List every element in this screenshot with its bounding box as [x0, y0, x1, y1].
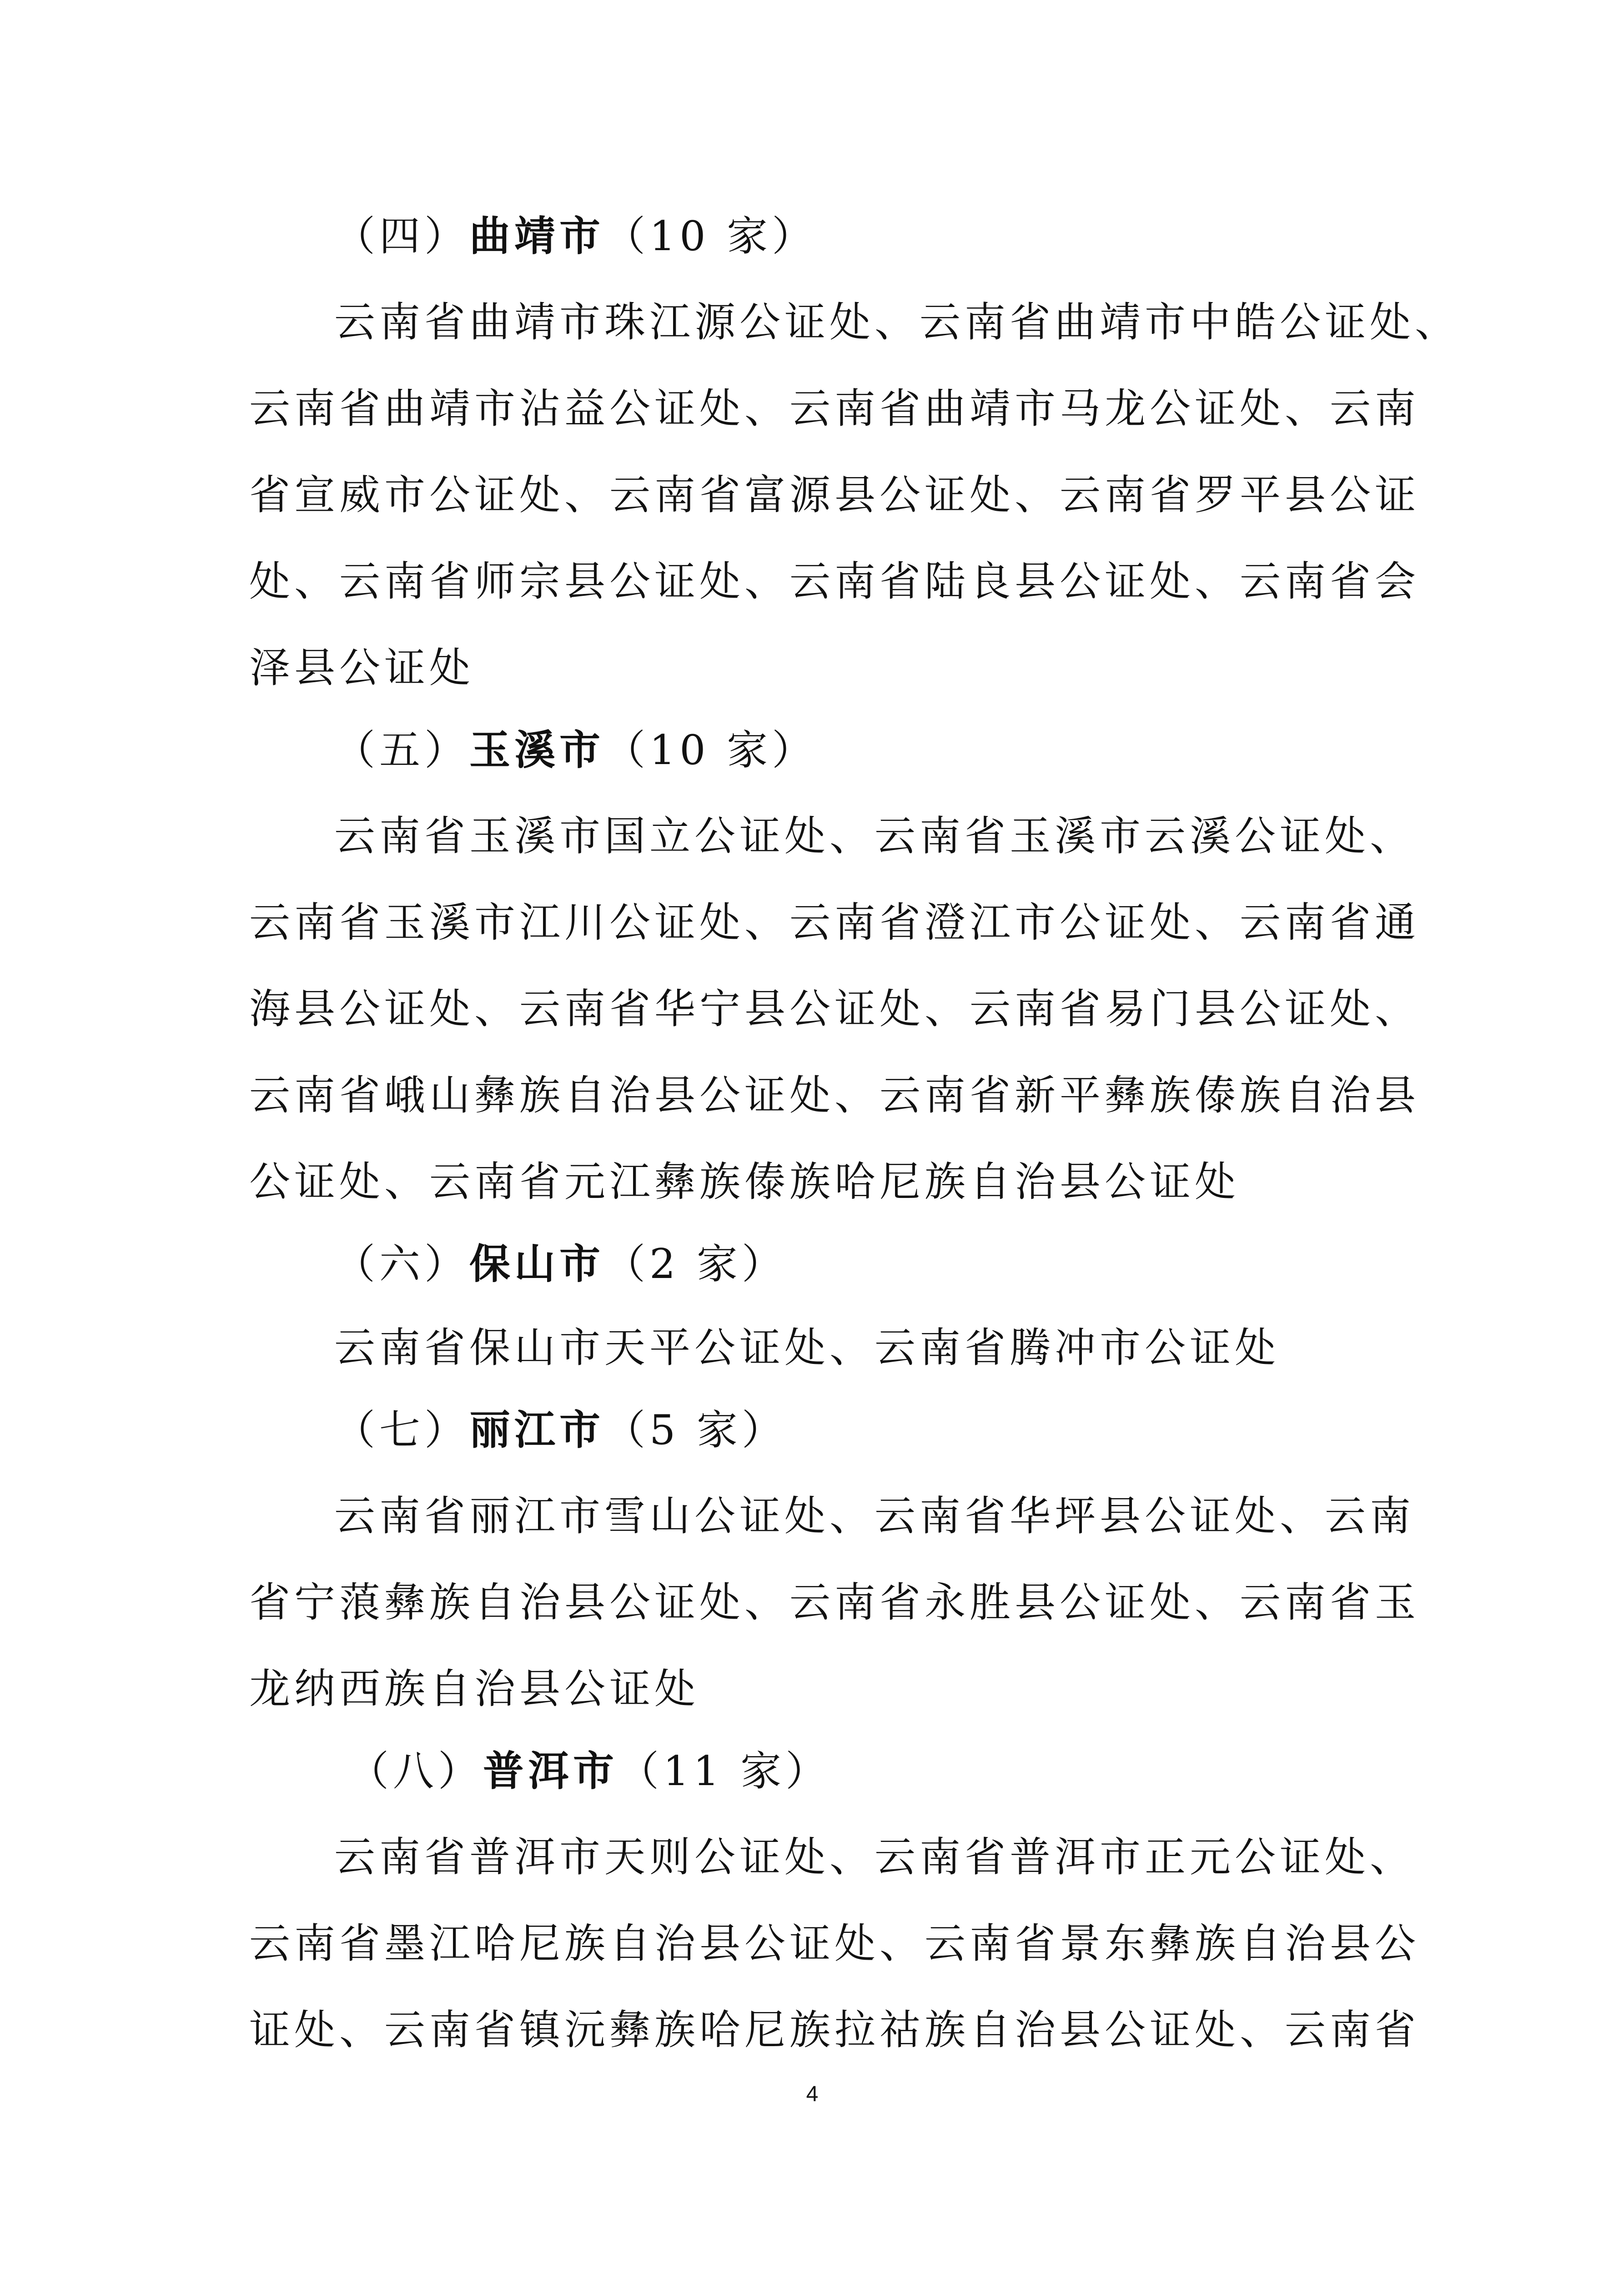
section-heading-puer: [348, 1746, 830, 1796]
section-heading-baoshan: [334, 1239, 787, 1289]
body-line: 云南省曲靖市珠江源公证处、云南省曲靖市中皓公证处、: [334, 298, 1460, 346]
section-city: 普洱市: [483, 1747, 618, 1795]
section-heading-lijiang: [334, 1405, 787, 1455]
body-line: 公证处、云南省元江彝族傣族哈尼族自治县公证处: [249, 1158, 1240, 1206]
section-number: （七）: [334, 1406, 469, 1454]
body-line: 云南省玉溪市国立公证处、云南省玉溪市云溪公证处、: [334, 812, 1415, 860]
body-line: 海县公证处、云南省华宁县公证处、云南省易门县公证处、: [249, 985, 1420, 1033]
body-line: 云南省墨江哈尼族自治县公证处、云南省景东彝族自治县公: [249, 1920, 1420, 1967]
body-line: 云南省保山市天平公证处、云南省腾冲市公证处: [334, 1324, 1280, 1372]
section-number: （六）: [334, 1240, 469, 1288]
body-line: 云南省玉溪市江川公证处、云南省澄江市公证处、云南省通: [249, 899, 1420, 946]
section-count: （2 家）: [604, 1240, 787, 1288]
section-count: （10 家）: [604, 726, 817, 774]
body-line: 省宁蒗彝族自治县公证处、云南省永胜县公证处、云南省玉: [249, 1579, 1420, 1626]
body-line: 龙纳西族自治县公证处: [249, 1665, 699, 1713]
section-number: （四）: [334, 212, 469, 260]
section-city: 丽江市: [469, 1406, 604, 1454]
section-heading-yuxi: [334, 725, 817, 775]
body-line: 泽县公证处: [249, 644, 474, 692]
page-number: 4: [806, 2082, 819, 2106]
section-count: （5 家）: [604, 1406, 787, 1454]
body-line: 云南省曲靖市沾益公证处、云南省曲靖市马龙公证处、云南: [249, 385, 1420, 433]
body-line: 云南省丽江市雪山公证处、云南省华坪县公证处、云南: [334, 1492, 1415, 1540]
body-line: 省宣威市公证处、云南省富源县公证处、云南省罗平县公证: [249, 471, 1420, 519]
body-line: 云南省普洱市天则公证处、云南省普洱市正元公证处、: [334, 1833, 1415, 1881]
body-line: 处、云南省师宗县公证处、云南省陆良县公证处、云南省会: [249, 558, 1420, 605]
section-city: 保山市: [469, 1240, 604, 1288]
section-count: （10 家）: [604, 212, 817, 260]
section-heading-qujing: [334, 211, 817, 262]
section-number: （八）: [348, 1747, 483, 1795]
body-line: 证处、云南省镇沅彝族哈尼族拉祜族自治县公证处、云南省: [249, 2006, 1420, 2054]
section-city: 曲靖市: [469, 212, 604, 260]
section-city: 玉溪市: [469, 726, 604, 774]
section-number: （五）: [334, 726, 469, 774]
section-count: （11 家）: [618, 1747, 831, 1795]
body-line: 云南省峨山彝族自治县公证处、云南省新平彝族傣族自治县: [249, 1072, 1420, 1119]
